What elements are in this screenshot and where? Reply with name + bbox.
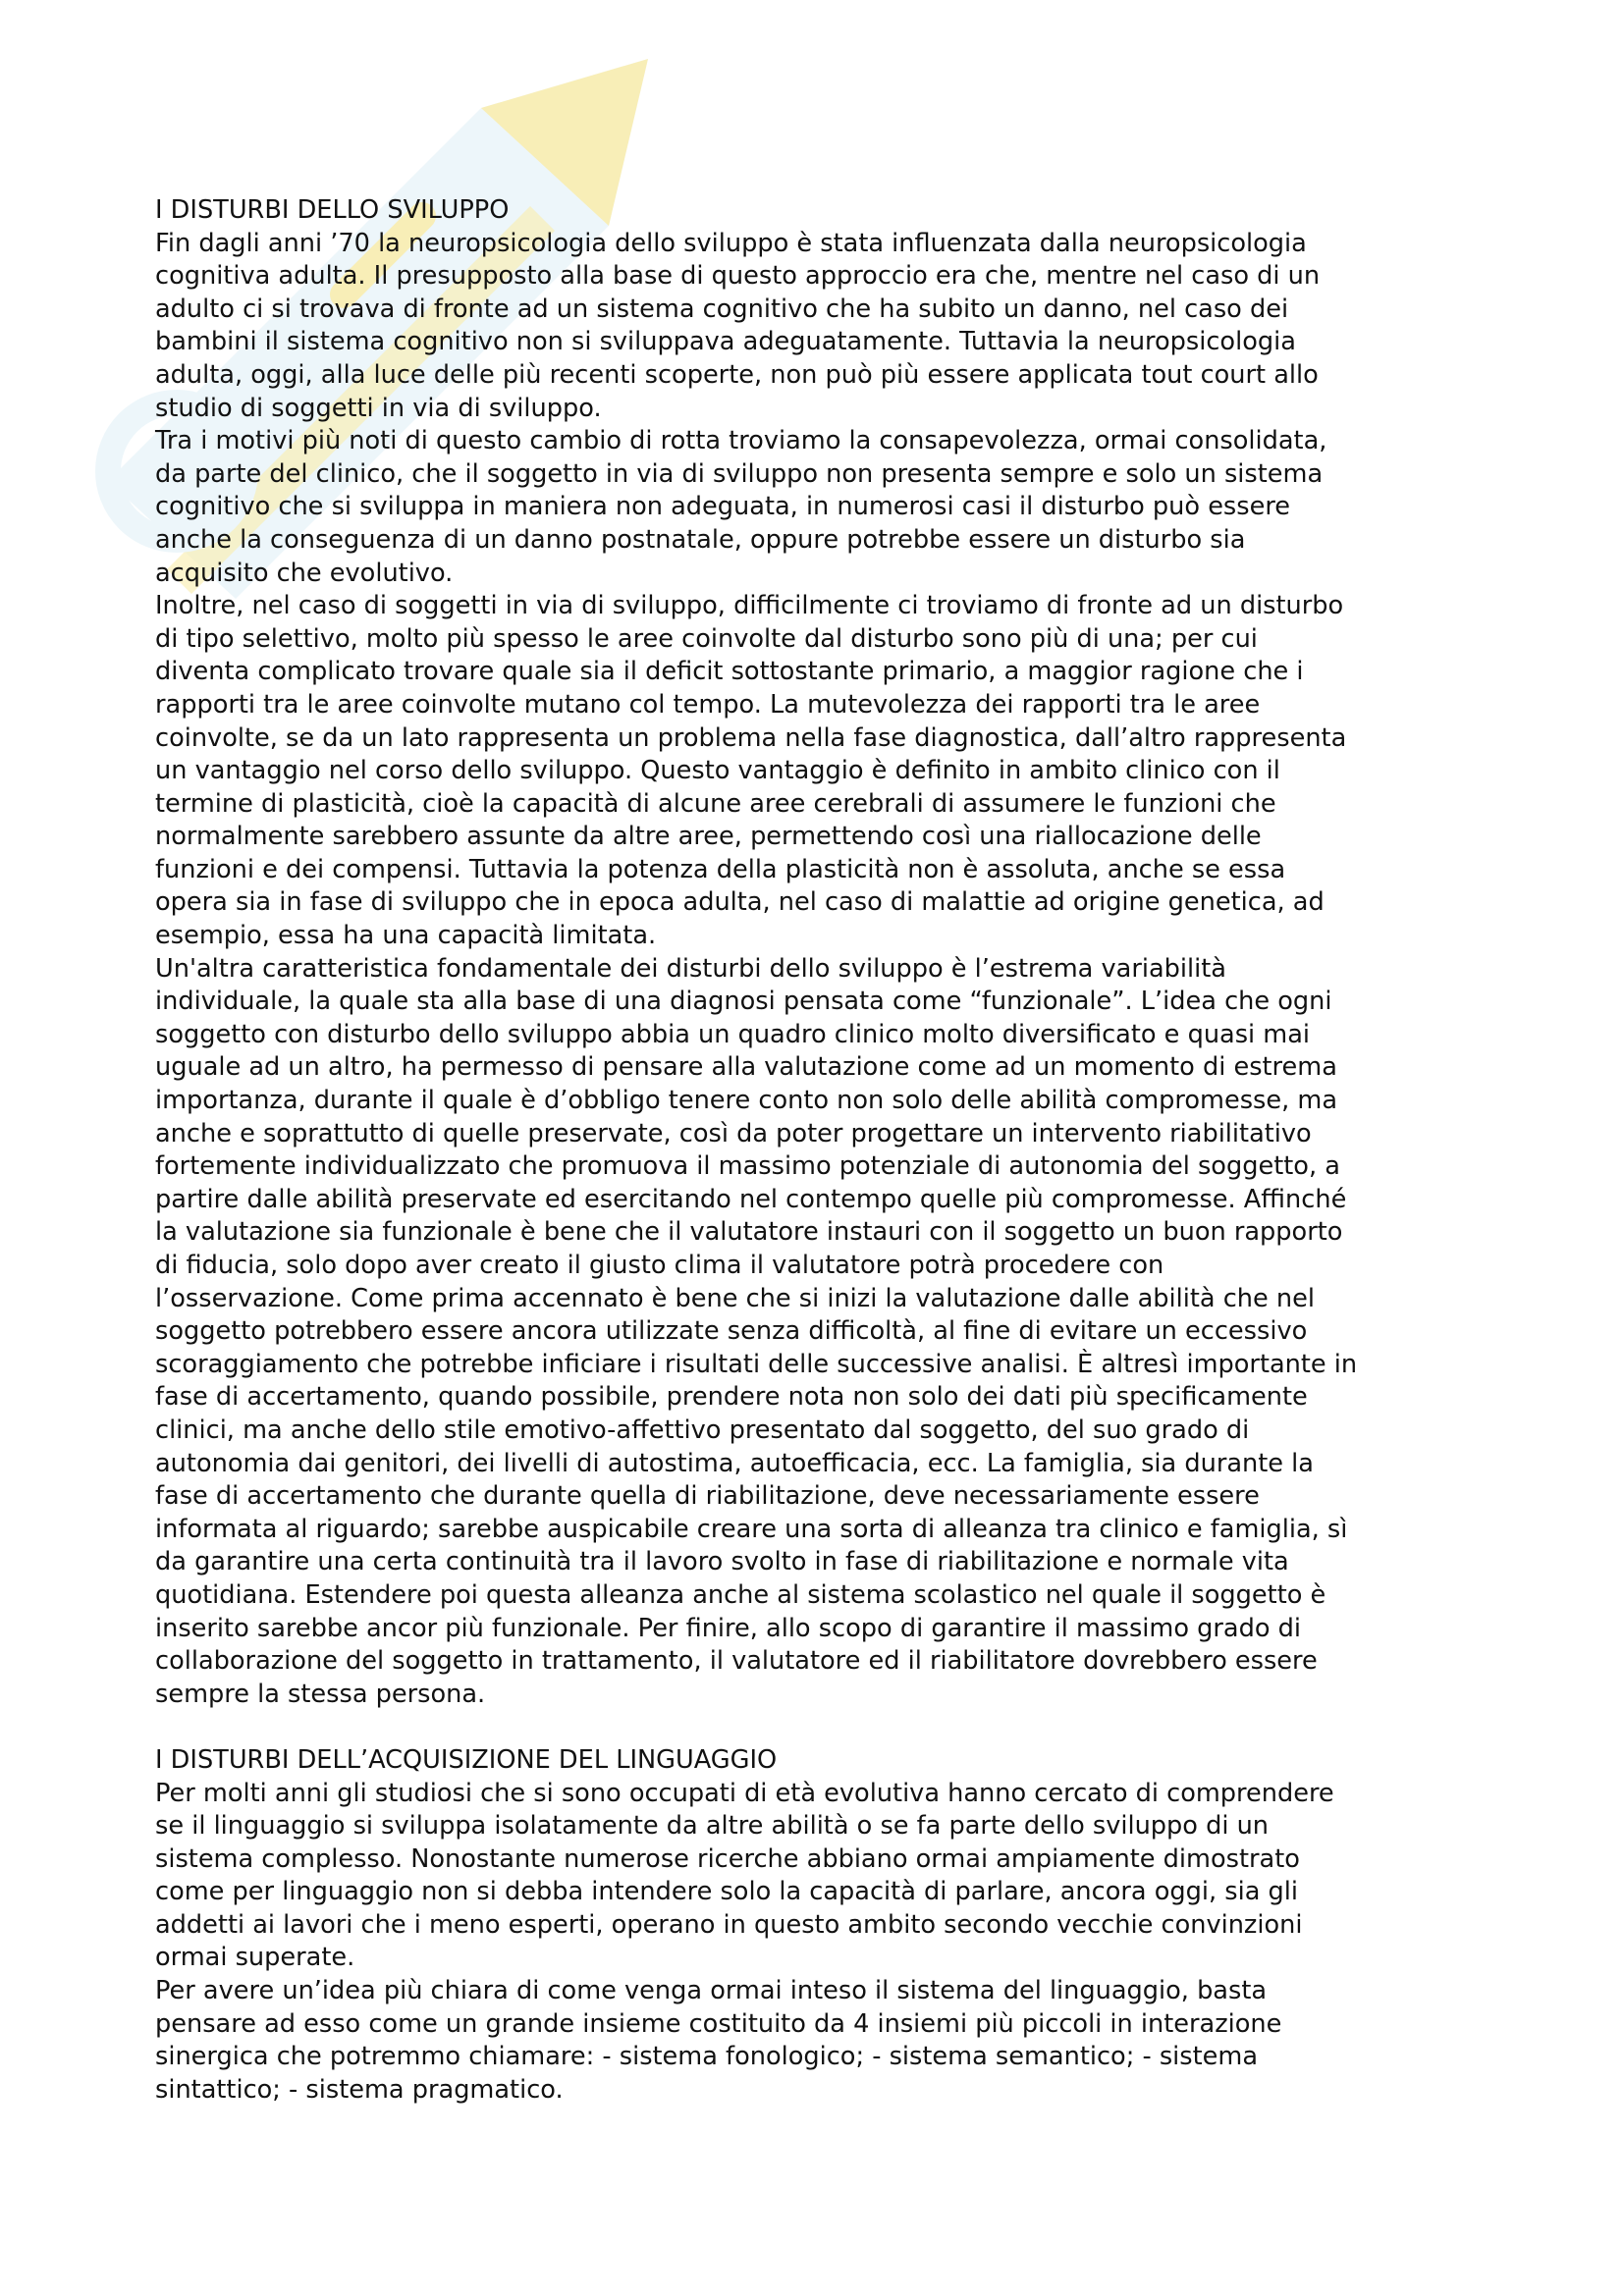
text-line: da garantire una certa continuità tra il lavoro svolto in fase di riabilitazione e normale vita — [155, 1547, 1289, 1577]
text-line: sinergica che potremmo chiamare: - sistema fonologico; - sistema semantico; - sistema — [155, 2042, 1259, 2072]
text-line: Un'altra caratteristica fondamentale dei disturbi dello sviluppo è l’estrema variabilità — [155, 953, 1226, 984]
text-line: anche la conseguenza di un danno postnatale, oppure potrebbe essere un disturbo sia — [155, 524, 1246, 555]
text-line: informata al riguardo; sarebbe auspicabile creare una sorta di alleanza tra clinico e famiglia, sì — [155, 1514, 1348, 1544]
text-line: Inoltre, nel caso di soggetti in via di sviluppo, difficilmente ci troviamo di fronte ad un disturbo — [155, 591, 1344, 621]
section-gap — [155, 1711, 1483, 1744]
text-line: adulto ci si trovava di fronte ad un sistema cognitivo che ha subito un danno, nel caso dei — [155, 294, 1289, 324]
text-line: ormai superate. — [155, 1943, 355, 1973]
text-line: di tipo selettivo, molto più spesso le aree coinvolte dal disturbo sono più di una; per cui — [155, 623, 1258, 654]
text-line: collaborazione del soggetto in trattamento, il valutatore ed il riabilitatore dovrebbero essere — [155, 1646, 1318, 1677]
text-line: bambini il sistema cognitivo non si sviluppava adeguatamente. Tuttavia la neuropsicologia — [155, 327, 1296, 357]
text-line: funzioni e dei compensi. Tuttavia la potenza della plasticità non è assoluta, anche se essa — [155, 854, 1286, 884]
text-line: Fin dagli anni ’70 la neuropsicologia dello sviluppo è stata influenzata dalla neuropsicologia — [155, 228, 1307, 258]
text-line: sintattico; - sistema pragmatico. — [155, 2074, 564, 2105]
text-line: Tra i motivi più noti di questo cambio di rotta troviamo la consapevolezza, ormai consolidata, — [155, 426, 1327, 456]
text-line: individuale, la quale sta alla base di una diagnosi pensata come “funzionale”. L’idea che ogni — [155, 987, 1332, 1017]
text-line: esempio, essa ha una capacità limitata. — [155, 921, 657, 951]
text-line: sistema complesso. Nonostante numerose ricerche abbiano ormai ampiamente dimostrato — [155, 1843, 1300, 1874]
section-disturbi-linguaggio — [155, 1744, 1483, 2108]
text-line: studio di soggetti in via di sviluppo. — [155, 393, 602, 423]
text-line: pensare ad esso come un grande insieme costituito da 4 insiemi più piccoli in interazione — [155, 2008, 1282, 2039]
text-line: fase di accertamento che durante quella di riabilitazione, deve necessariamente essere — [155, 1481, 1260, 1512]
text-line: partire dalle abilità preservate ed esercitando nel contempo quelle più compromesse. Affinché — [155, 1184, 1347, 1214]
text-line: autonomia dai genitori, dei livelli di autostima, autoefficacia, ecc. La famiglia, sia durante la — [155, 1448, 1314, 1478]
text-line: soggetto potrebbero essere ancora utilizzate senza difficoltà, al fine di evitare un eccessivo — [155, 1316, 1308, 1347]
text-line: rapporti tra le aree coinvolte mutano col tempo. La mutevolezza dei rapporti tra le aree — [155, 689, 1261, 720]
text-line: clinici, ma anche dello stile emotivo-affettivo presentato dal soggetto, del suo grado di — [155, 1415, 1250, 1445]
text-line: la valutazione sia funzionale è bene che il valutatore instauri con il soggetto un buon rapporto — [155, 1217, 1343, 1248]
text-line: un vantaggio nel corso dello sviluppo. Questo vantaggio è definito in ambito clinico con il — [155, 756, 1280, 786]
text-line: opera sia in fase di sviluppo che in epoca adulta, nel caso di malattie ad origine genetica, ad — [155, 887, 1325, 918]
text-line: addetti ai lavori che i meno esperti, operano in questo ambito secondo vecchie convinzioni — [155, 1909, 1303, 1940]
text-line: quotidiana. Estendere poi questa alleanza anche al sistema scolastico nel quale il soggetto è — [155, 1579, 1326, 1610]
text-line: Per avere un’idea più chiara di come venga ormai inteso il sistema del linguaggio, basta — [155, 1976, 1268, 2006]
text-line: importanza, durante il quale è d’obbligo tenere conto non solo delle abilità compromesse, ma — [155, 1086, 1338, 1116]
text-line: normalmente sarebbero assunte da altre aree, permettendo così una riallocazione delle — [155, 822, 1262, 852]
text-line: uguale ad un altro, ha permesso di pensare alla valutazione come ad un momento di estrema — [155, 1052, 1337, 1083]
text-line: soggetto con disturbo dello sviluppo abbia un quadro clinico molto diversificato e quasi mai — [155, 1019, 1311, 1049]
text-line: cognitivo che si sviluppa in maniera non adeguata, in numerosi casi il disturbo può essere — [155, 492, 1291, 522]
text-line: come per linguaggio non si debba intendere solo la capacità di parlare, ancora oggi, sia gli — [155, 1877, 1298, 1907]
text-line: scoraggiamento che potrebbe inficiare i risultati delle successive analisi. È altresì importante in — [155, 1349, 1358, 1379]
section-disturbi-sviluppo — [155, 194, 1483, 1711]
text-line: di fiducia, solo dopo aver creato il giusto clima il valutatore potrà procedere con — [155, 1251, 1164, 1280]
text-line: fase di accertamento, quando possibile, prendere nota non solo dei dati più specificamente — [155, 1382, 1308, 1413]
section-heading: I DISTURBI DELL’ACQUISIZIONE DEL LINGUAGGIO — [155, 1744, 778, 1775]
text-line: inserito sarebbe ancor più funzionale. Per finire, allo scopo di garantire il massimo grado di — [155, 1613, 1301, 1643]
text-line: anche e soprattutto di quelle preservate, così da poter progettare un intervento riabilitativo — [155, 1118, 1312, 1148]
text-line: cognitiva adulta. Il presupposto alla base di questo approccio era che, mentre nel caso di un — [155, 261, 1321, 292]
text-line: acquisito che evolutivo. — [155, 558, 454, 588]
text-line: adulta, oggi, alla luce delle più recenti scoperte, non può più essere applicata tout court allo — [155, 359, 1319, 390]
text-line: da parte del clinico, che il soggetto in via di sviluppo non presenta sempre e solo un sistema — [155, 458, 1324, 489]
text-line: diventa complicato trovare quale sia il deficit sottostante primario, a maggior ragione che i — [155, 657, 1304, 687]
text-line: termine di plasticità, cioè la capacità di alcune aree cerebrali di assumere le funzioni che — [155, 788, 1276, 819]
document-body — [155, 194, 1483, 2107]
text-line: coinvolte, se da un lato rappresenta un problema nella fase diagnostica, dall’altro rappresenta — [155, 722, 1347, 753]
text-line: l’osservazione. Come prima accennato è bene che si inizi la valutazione dalle abilità che nel — [155, 1283, 1315, 1313]
text-line: fortemente individualizzato che promuova il massimo potenziale di autonomia del soggetto, a — [155, 1151, 1340, 1182]
section-heading: I DISTURBI DELLO SVILUPPO — [155, 195, 510, 225]
text-line: sempre la stessa persona. — [155, 1679, 486, 1709]
text-line: Per molti anni gli studiosi che si sono occupati di età evolutiva hanno cercato di comprendere — [155, 1778, 1334, 1808]
text-line: se il linguaggio si sviluppa isolatamente da altre abilità o se fa parte dello sviluppo di un — [155, 1811, 1270, 1842]
